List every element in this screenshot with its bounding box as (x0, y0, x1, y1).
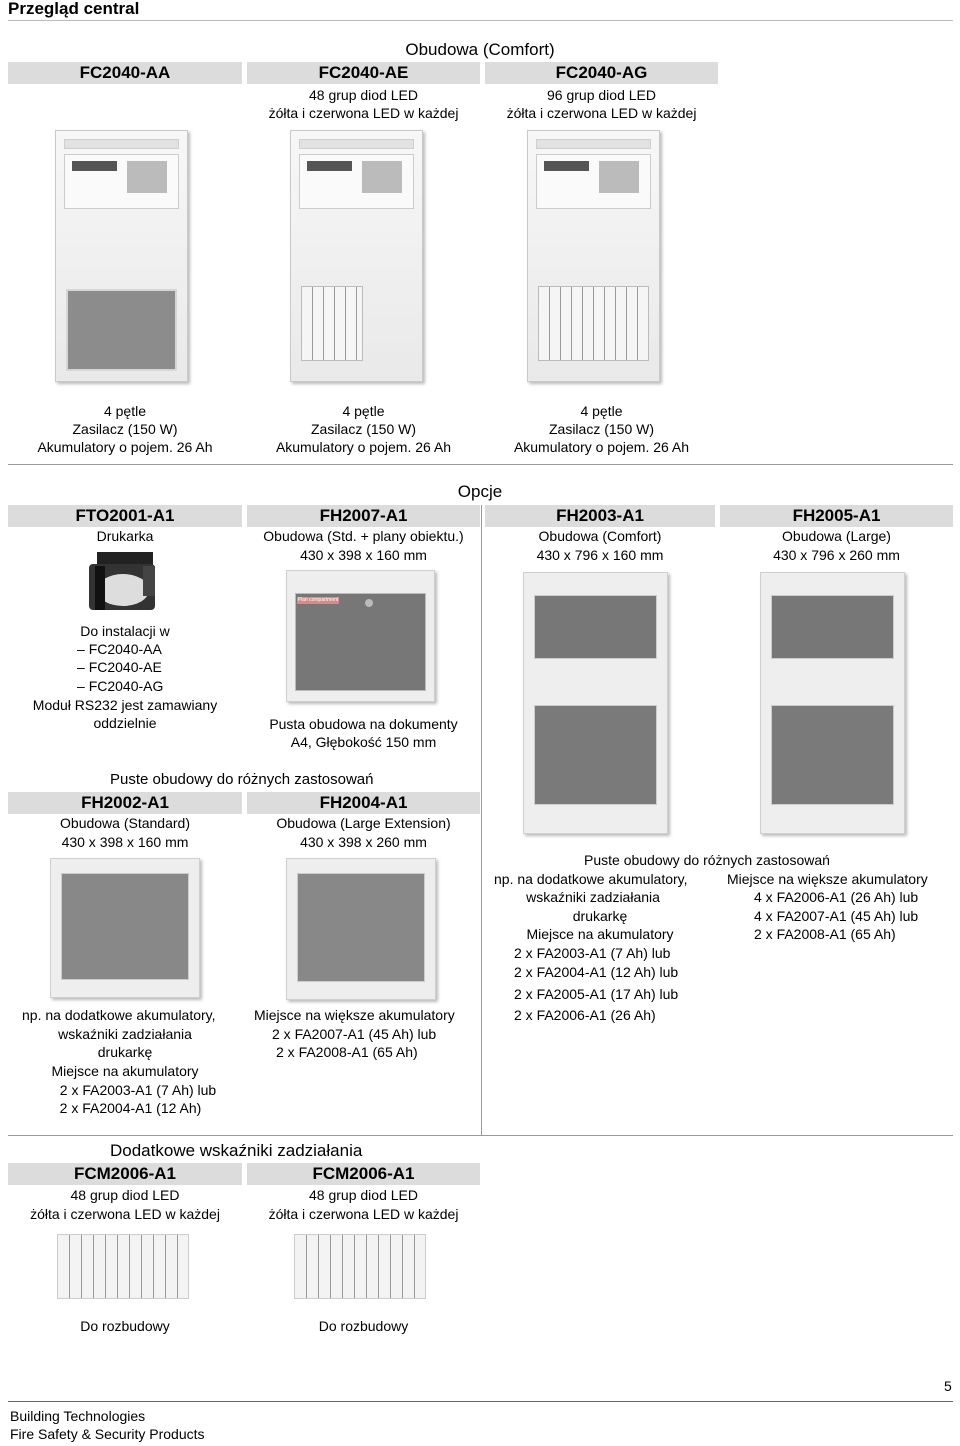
fc2040-ae-desc1: 48 grup diod LED (309, 87, 418, 103)
fcm2006-b-desc1: 48 grup diod LED (309, 1187, 418, 1203)
empty-housings-label: Puste obudowy do różnych zastosowań (110, 771, 374, 788)
model-header-fc2040-aa: FC2040-AA (8, 62, 242, 84)
model-header-fh2002: FH2002-A1 (8, 792, 242, 814)
empty2-left-7: 2 x FA2005-A1 (17 Ah) lub (514, 986, 679, 1002)
empty2-left-3: drukarkę (572, 908, 628, 924)
fc2040-ae-spec2: Zasilacz (150 W) (310, 421, 417, 437)
fcm2006-b-desc2: żółta i czerwona LED w każdej (268, 1206, 459, 1222)
model-header-fcm2006-b: FCM2006-A1 (247, 1163, 480, 1185)
fh2004-note-2: 2 x FA2007-A1 (45 Ah) lub (272, 1026, 437, 1042)
panel-fc2040-ae-image (290, 130, 423, 382)
fh2002-image (50, 858, 200, 998)
fc2040-aa-spec1: 4 pętle (103, 403, 147, 419)
fto2001-note-title: Do instalacji w (80, 623, 170, 639)
empty2-left-5: 2 x FA2003-A1 (7 Ah) lub (514, 945, 671, 961)
fc2040-aa-spec3: Akumulatory o pojem. 26 Ah (37, 439, 213, 455)
fh2007-note1: Pusta obudowa na dokumenty (269, 716, 458, 732)
fc2040-ag-spec3: Akumulatory o pojem. 26 Ah (513, 439, 690, 455)
fh2003-desc1: Obudowa (Comfort) (538, 528, 662, 544)
empty2-left-8: 2 x FA2006-A1 (26 Ah) (514, 1007, 656, 1023)
fh2004-desc2: 430 x 398 x 260 mm (300, 834, 427, 850)
fc2040-ag-spec2: Zasilacz (150 W) (548, 421, 655, 437)
fh2004-desc1: Obudowa (Large Extension) (276, 815, 451, 831)
plan-compartment-label: Plan compartment (297, 597, 339, 603)
model-header-fh2005: FH2005-A1 (720, 505, 953, 527)
fh2002-note-3: drukarkę (97, 1044, 153, 1060)
empty2-left-6: 2 x FA2004-A1 (12 Ah) lub (514, 964, 679, 980)
fh2007-image (286, 570, 435, 702)
footer-divider (8, 1401, 953, 1402)
section-divider-2 (8, 1135, 953, 1136)
column-divider (481, 505, 482, 1135)
fto2001-note2: Moduł RS232 jest zamawiany (32, 697, 218, 713)
fh2002-desc1: Obudowa (Standard) (60, 815, 190, 831)
panel-fc2040-aa-image (55, 130, 188, 382)
comfort-group-label: Obudowa (Comfort) (405, 40, 555, 59)
fto2001-item-3: – FC2040-AG (77, 678, 164, 694)
panel-fc2040-ag-image (527, 130, 660, 382)
fh2003-desc2: 430 x 796 x 160 mm (536, 547, 664, 563)
fcm2006-a-desc1: 48 grup diod LED (70, 1187, 180, 1203)
fh2002-note-6: 2 x FA2004-A1 (12 Ah) (59, 1100, 202, 1116)
page-number: 5 (944, 1378, 952, 1394)
footer-division: Fire Safety & Security Products (10, 1426, 205, 1442)
fto2001-item-1: – FC2040-AA (77, 641, 162, 657)
fcm2006-b-image (294, 1234, 426, 1299)
fc2040-ae-spec3: Akumulatory o pojem. 26 Ah (275, 439, 452, 455)
fh2007-note2: A4, Głębokość 150 mm (290, 734, 437, 750)
fcm2006-a-image (57, 1234, 189, 1299)
model-header-fh2003: FH2003-A1 (485, 505, 715, 527)
empty2-right-3: 4 x FA2007-A1 (45 Ah) lub (754, 908, 919, 924)
empty2-left-4: Miejsce na akumulatory (526, 926, 674, 942)
fc2040-ae-desc2: żółta i czerwona LED w każdej (268, 105, 459, 121)
fh2002-note-4: Miejsce na akumulatory (51, 1063, 199, 1079)
fc2040-ag-desc1: 96 grup diod LED (547, 87, 656, 103)
printer-image (85, 550, 165, 616)
empty2-right-4: 2 x FA2008-A1 (65 Ah) (754, 926, 896, 942)
fcm2006-a-desc2: żółta i czerwona LED w każdej (30, 1206, 220, 1222)
model-header-fto2001: FTO2001-A1 (8, 505, 242, 527)
fh2007-desc1: Obudowa (Std. + plany obiektu.) (263, 528, 464, 544)
options-label: Opcje (457, 482, 503, 501)
model-header-fcm2006-a: FCM2006-A1 (8, 1163, 242, 1185)
fc2040-ae-spec1: 4 pętle (342, 403, 385, 419)
section-divider (8, 464, 953, 465)
fc2040-ag-spec1: 4 pętle (580, 403, 623, 419)
model-header-fc2040-ae: FC2040-AE (247, 62, 480, 84)
footer-company: Building Technologies (10, 1408, 146, 1424)
fcm2006-b-note: Do rozbudowy (318, 1318, 409, 1334)
empty2-right-1: Miejsce na większe akumulatory (727, 871, 928, 887)
fh2005-image (760, 572, 905, 834)
model-header-fh2007: FH2007-A1 (247, 505, 480, 527)
model-header-fc2040-ag: FC2040-AG (485, 62, 718, 84)
fh2002-desc2: 430 x 398 x 160 mm (61, 834, 189, 850)
empty2-label: Puste obudowy do różnych zastosowań (584, 852, 830, 868)
fh2002-note-5: 2 x FA2003-A1 (7 Ah) lub (59, 1082, 217, 1098)
fh2007-desc2: 430 x 398 x 160 mm (300, 547, 427, 563)
fc2040-aa-spec2: Zasilacz (150 W) (72, 421, 178, 437)
fcm2006-a-note: Do rozbudowy (80, 1318, 170, 1334)
empty2-left-1: np. na dodatkowe akumulatory, (494, 871, 688, 887)
model-header-fh2004: FH2004-A1 (247, 792, 480, 814)
page-title: Przegląd central (8, 0, 140, 18)
fh2003-image (523, 572, 668, 834)
fh2002-note-1: np. na dodatkowe akumulatory, (22, 1007, 216, 1023)
fc2040-ag-desc2: żółta i czerwona LED w każdej (506, 105, 697, 121)
fto2001-item-2: – FC2040-AE (77, 659, 162, 675)
fh2004-note-3: 2 x FA2008-A1 (65 Ah) (276, 1044, 418, 1060)
empty2-left-2: wskaźniki zadziałania (526, 889, 660, 905)
title-divider (8, 20, 953, 21)
empty2-right-2: 4 x FA2006-A1 (26 Ah) lub (754, 889, 919, 905)
indicators-label: Dodatkowe wskaźniki zadziałania (110, 1141, 363, 1160)
fto2001-desc: Drukarka (96, 528, 154, 544)
fh2005-desc2: 430 x 796 x 260 mm (773, 547, 900, 563)
fh2005-desc1: Obudowa (Large) (782, 528, 891, 544)
fh2002-note-2: wskaźniki zadziałania (58, 1026, 192, 1042)
fh2004-note-1: Miejsce na większe akumulatory (254, 1007, 455, 1023)
fh2004-image (286, 858, 436, 1000)
fto2001-note3: oddzielnie (93, 715, 157, 731)
